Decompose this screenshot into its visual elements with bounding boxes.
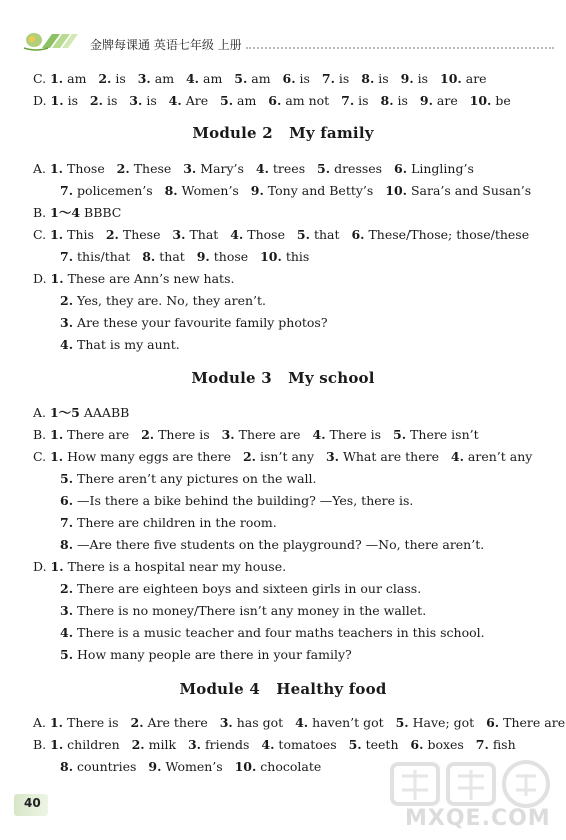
item-number: 4. xyxy=(312,427,326,442)
item-number: 6. xyxy=(282,71,296,86)
answer-text: There are children in the room. xyxy=(73,515,277,530)
answer-text: AAABB xyxy=(79,405,130,420)
answer-text: This xyxy=(63,227,106,242)
item-number: 4. xyxy=(168,93,182,108)
answer-text: is xyxy=(63,93,90,108)
answer-text: Are xyxy=(181,93,221,108)
watermark-text: MXQE.COM xyxy=(405,806,551,831)
item-number: 9. xyxy=(196,249,210,264)
item-number: 1. xyxy=(50,737,64,752)
answer-text: There is xyxy=(63,715,131,730)
answer-text: A. xyxy=(33,715,50,730)
answer-text: How many people are there in your family? xyxy=(73,647,352,662)
answer-text: —Is there a bike behind the building? —Yes, there is. xyxy=(73,493,414,508)
answer-line xyxy=(60,536,484,554)
item-number: 7. xyxy=(341,93,355,108)
answer-line xyxy=(33,404,129,422)
answer-text: those xyxy=(209,249,261,264)
item-number: 3. xyxy=(183,161,197,176)
item-number: 4. xyxy=(60,337,74,352)
answer-text: That xyxy=(185,227,231,242)
item-number: 7. xyxy=(60,515,74,530)
answer-text: D. xyxy=(33,271,51,286)
item-number: 3. xyxy=(219,715,233,730)
answer-text: C. xyxy=(33,227,51,242)
answer-text: milk xyxy=(144,737,188,752)
answer-text: Women’s xyxy=(161,759,235,774)
item-number: 5. xyxy=(60,647,74,662)
item-number: 1. xyxy=(50,449,64,464)
item-number: 4. xyxy=(230,227,244,242)
answer-line xyxy=(33,714,565,732)
answer-text: haven’t got xyxy=(308,715,396,730)
answer-line xyxy=(33,448,532,466)
answer-text: Tony and Betty’s xyxy=(263,183,386,198)
answer-text: What are there xyxy=(339,449,451,464)
answer-text: These xyxy=(129,161,184,176)
answer-text: Lingling’s xyxy=(407,161,474,176)
item-number: 5. xyxy=(60,471,74,486)
answer-text: Those xyxy=(243,227,297,242)
answer-text: policemen’s xyxy=(73,183,165,198)
answer-text: D. xyxy=(33,559,51,574)
item-number: 7. xyxy=(475,737,489,752)
item-number: 1～4 xyxy=(50,205,81,220)
page-header xyxy=(0,0,566,58)
item-number: 1. xyxy=(50,227,64,242)
answer-line xyxy=(33,226,529,244)
item-number: 4. xyxy=(185,71,200,86)
answer-text: C. xyxy=(33,71,51,86)
answer-line xyxy=(33,426,479,444)
answer-text: are xyxy=(461,71,487,86)
answer-text: this xyxy=(281,249,310,264)
module-heading: Module 2 My family xyxy=(192,124,374,142)
answer-text: Have; got xyxy=(408,715,487,730)
answer-line xyxy=(60,314,328,332)
item-number: 4. xyxy=(261,737,275,752)
answer-text: is xyxy=(334,71,362,86)
item-number: 3. xyxy=(187,737,202,752)
answer-line xyxy=(33,70,487,88)
answer-text: There are eighteen boys and sixteen girls in our class. xyxy=(73,581,422,596)
answer-text: BBBC xyxy=(80,205,122,220)
answer-text: There aren’t any pictures on the wall. xyxy=(73,471,317,486)
item-number: 6. xyxy=(351,227,365,242)
answer-line xyxy=(60,182,531,200)
answer-text: is xyxy=(111,71,138,86)
answer-text: —Are there five students on the playground? —No, there aren’t. xyxy=(73,537,485,552)
item-number: 3. xyxy=(325,449,339,464)
answer-text: Yes, they are. No, they aren’t. xyxy=(73,293,267,308)
item-number: 10. xyxy=(440,71,462,86)
answer-text: am xyxy=(150,71,186,86)
item-number: 6. xyxy=(410,737,424,752)
answer-text: dresses xyxy=(330,161,395,176)
item-number: 1. xyxy=(50,559,64,574)
answer-line xyxy=(33,270,234,288)
item-number: 5. xyxy=(234,71,248,86)
answer-text: this/that xyxy=(73,249,143,264)
item-number: 1. xyxy=(49,715,64,730)
item-number: 5. xyxy=(348,737,362,752)
item-number: 3. xyxy=(60,603,74,618)
item-number: 2. xyxy=(116,161,130,176)
header-divider xyxy=(246,47,554,49)
item-number: 3. xyxy=(60,315,74,330)
answer-text: am xyxy=(247,71,283,86)
item-number: 2. xyxy=(131,737,145,752)
answer-text: is xyxy=(142,93,169,108)
item-number: 9. xyxy=(419,93,433,108)
item-number: 8. xyxy=(60,537,74,552)
page-number-tab xyxy=(14,788,48,818)
item-number: 6. xyxy=(486,715,500,730)
page-number: 40 xyxy=(24,796,41,810)
item-number: 3. xyxy=(172,227,186,242)
answer-text: These/Those; those/these xyxy=(364,227,530,242)
answer-text: There isn’t xyxy=(406,427,479,442)
answer-text: How many eggs are there xyxy=(63,449,243,464)
answer-text: am xyxy=(233,93,269,108)
answer-text: There is no money/There isn’t any money in the wallet. xyxy=(73,603,427,618)
answer-text: aren’t any xyxy=(463,449,533,464)
answer-text: that xyxy=(155,249,197,264)
book-logo-icon xyxy=(22,30,80,52)
answer-text: is xyxy=(413,71,441,86)
answer-text: Are there xyxy=(143,715,220,730)
answer-text: boxes xyxy=(423,737,476,752)
book-title: 金牌每课通 英语七年级 上册 xyxy=(90,38,242,52)
answer-text: countries xyxy=(73,759,149,774)
item-number: 4. xyxy=(450,449,464,464)
item-number: 8. xyxy=(380,93,394,108)
item-number: 10. xyxy=(385,183,407,198)
item-number: 5. xyxy=(395,715,409,730)
item-number: 2. xyxy=(105,227,119,242)
answer-text: B. xyxy=(33,205,51,220)
answer-text: has got xyxy=(232,715,296,730)
answer-text: chocolate xyxy=(256,759,322,774)
answer-line xyxy=(33,558,286,576)
answer-text: am not xyxy=(281,93,342,108)
answer-text: Sara’s and Susan’s xyxy=(407,183,532,198)
item-number: 1. xyxy=(50,93,64,108)
answer-text: Women’s xyxy=(177,183,251,198)
answer-text: Those xyxy=(63,161,117,176)
answer-line xyxy=(33,92,511,110)
item-number: 1. xyxy=(49,161,64,176)
answer-text: is xyxy=(102,93,130,108)
answer-text: There are xyxy=(234,427,313,442)
answer-line xyxy=(60,292,266,310)
item-number: 2. xyxy=(98,71,112,86)
item-number: 8. xyxy=(142,249,156,264)
answer-line xyxy=(60,602,426,620)
answer-text: friends xyxy=(201,737,262,752)
answer-text: is xyxy=(374,71,401,86)
module-heading: Module 3 My school xyxy=(191,369,375,387)
answer-line xyxy=(60,758,321,776)
answer-text: fish xyxy=(488,737,516,752)
item-number: 8. xyxy=(164,183,178,198)
item-number: 8. xyxy=(60,759,74,774)
answer-text: B. xyxy=(33,427,51,442)
answer-text: A. xyxy=(33,161,50,176)
item-number: 2. xyxy=(242,449,257,464)
answer-text: There is a music teacher and four maths teachers in this school. xyxy=(73,625,485,640)
item-number: 10. xyxy=(234,759,257,774)
item-number: 6. xyxy=(268,93,282,108)
answer-text: D. xyxy=(33,93,51,108)
item-number: 4. xyxy=(295,715,309,730)
item-number: 1～5 xyxy=(49,405,80,420)
answer-text: teeth xyxy=(361,737,411,752)
item-number: 10. xyxy=(469,93,492,108)
answer-text: isn’t any xyxy=(256,449,326,464)
item-number: 10. xyxy=(260,249,282,264)
item-number: 3. xyxy=(137,71,151,86)
answer-line xyxy=(60,624,485,642)
answer-text: That is my aunt. xyxy=(73,337,180,352)
item-number: 8. xyxy=(361,71,375,86)
answer-text: that xyxy=(309,227,352,242)
answer-text: trees xyxy=(268,161,318,176)
item-number: 7. xyxy=(60,183,74,198)
item-number: 1. xyxy=(50,71,64,86)
item-number: 4. xyxy=(255,161,269,176)
answer-text: These are Ann’s new hats. xyxy=(63,271,235,286)
item-number: 2. xyxy=(130,715,144,730)
answer-text: There are xyxy=(499,715,566,730)
answer-line xyxy=(33,160,474,178)
item-number: 1. xyxy=(50,427,64,442)
answer-line xyxy=(60,248,309,266)
item-number: 9. xyxy=(400,71,414,86)
item-number: 5. xyxy=(296,227,310,242)
answer-text: There is xyxy=(154,427,222,442)
answer-line xyxy=(60,492,413,510)
answer-text: is xyxy=(295,71,322,86)
answer-text: is xyxy=(354,93,381,108)
answer-text: There is a hospital near my house. xyxy=(63,559,287,574)
answer-text: Mary’s xyxy=(196,161,256,176)
answer-text: A. xyxy=(33,405,50,420)
answer-text: There are xyxy=(63,427,142,442)
answer-text: am xyxy=(63,71,99,86)
item-number: 4. xyxy=(60,625,74,640)
answer-line xyxy=(60,646,352,664)
item-number: 5. xyxy=(317,161,331,176)
item-number: 6. xyxy=(60,493,74,508)
answer-text: B. xyxy=(33,737,51,752)
answer-text: C. xyxy=(33,449,51,464)
item-number: 2. xyxy=(60,293,74,308)
answer-line xyxy=(33,736,516,754)
answer-text: children xyxy=(63,737,132,752)
answer-text: are xyxy=(432,93,470,108)
answer-line xyxy=(60,514,277,532)
item-number: 3. xyxy=(221,427,235,442)
item-number: 3. xyxy=(129,93,143,108)
answer-text: am xyxy=(199,71,235,86)
item-number: 5. xyxy=(393,427,407,442)
item-number: 9. xyxy=(148,759,162,774)
answer-text: tomatoes xyxy=(274,737,349,752)
item-number: 2. xyxy=(141,427,155,442)
item-number: 2. xyxy=(89,93,103,108)
answer-text: be xyxy=(491,93,511,108)
answer-line xyxy=(60,470,317,488)
answer-text: Are these your favourite family photos? xyxy=(73,315,328,330)
answer-text: There is xyxy=(325,427,394,442)
item-number: 7. xyxy=(60,249,74,264)
answer-line xyxy=(60,580,421,598)
answer-text: is xyxy=(393,93,420,108)
item-number: 5. xyxy=(220,93,234,108)
item-number: 6. xyxy=(394,161,408,176)
answer-line xyxy=(33,204,121,222)
item-number: 9. xyxy=(250,183,264,198)
item-number: 2. xyxy=(60,581,74,596)
answer-line xyxy=(60,336,180,354)
answer-text: These xyxy=(118,227,173,242)
item-number: 1. xyxy=(50,271,64,286)
module-heading: Module 4 Healthy food xyxy=(179,680,387,698)
item-number: 7. xyxy=(321,71,335,86)
